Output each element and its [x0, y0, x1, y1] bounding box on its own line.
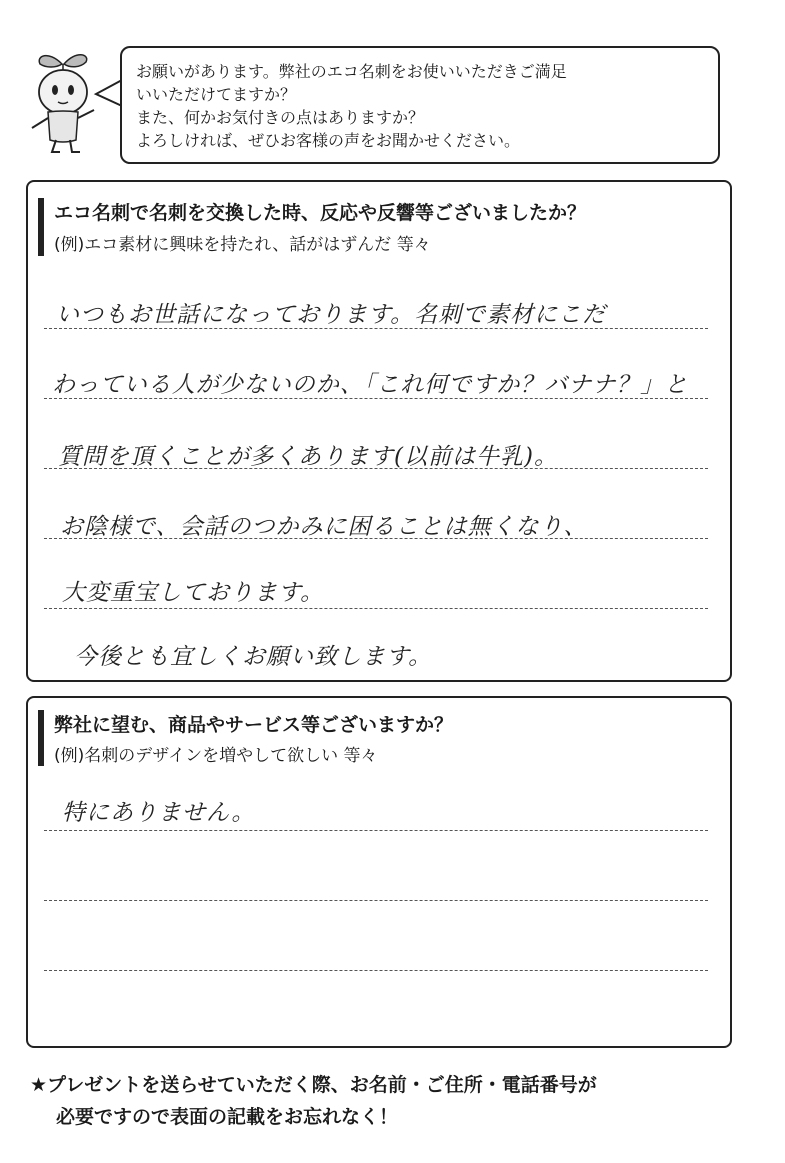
- answer-1-line: 質問を頂くことが多くあります(以前は牛乳)。: [58, 444, 558, 470]
- answer-rule: [44, 398, 708, 399]
- answer-rule: [44, 970, 708, 971]
- answer-rule: [44, 468, 708, 469]
- answer-rule: [44, 538, 708, 539]
- answer-rule: [44, 328, 708, 329]
- question-2-example: (例)名刺のデザインを増やして欲しい 等々: [54, 746, 378, 766]
- answer-2-line: 特にありません。: [62, 800, 256, 826]
- bubble-line: いいただけてますか？: [136, 85, 297, 104]
- answer-rule: [44, 900, 708, 901]
- bubble-line: お願いがあります。弊社のエコ名刺をお使いいただきご満足: [136, 62, 567, 81]
- answer-rule: [44, 830, 708, 831]
- question-1-example: (例)エコ素材に興味を持たれ、話がはずんだ 等々: [54, 235, 431, 255]
- footer-note-line1: ★プレゼントを送らせていただく際、お名前・ご住所・電話番号が: [30, 1074, 597, 1096]
- answer-1-line: 今後とも宜しくお願い致します。: [74, 644, 433, 670]
- answer-1-line: お陰様で、会話のつかみに困ることは無くなり、: [60, 514, 588, 540]
- answer-1-line: 大変重宝しております。: [62, 580, 325, 606]
- question-1-marker: [38, 198, 44, 256]
- speech-bubble: [120, 46, 720, 164]
- answer-1-line: いつもお世話になっております。名刺で素材にこだ: [56, 302, 607, 328]
- answer-1-line: わっている人が少ないのか、「これ何ですか？バナナ？」と: [52, 372, 689, 398]
- bubble-line: よろしければ、ぜひお客様の声をお聞かせください。: [136, 131, 521, 150]
- question-2-marker: [38, 710, 44, 766]
- bubble-line: また、何かお気付きの点はありますか？: [136, 108, 425, 127]
- footer-note-line2: 必要ですので表面の記載をお忘れなく！: [56, 1106, 399, 1128]
- answer-rule: [44, 608, 708, 609]
- question-1-heading: エコ名刺で名刺を交換した時、反応や反響等ございましたか？: [54, 202, 587, 224]
- question-2-heading: 弊社に望む、商品やサービス等ございますか？: [54, 714, 454, 736]
